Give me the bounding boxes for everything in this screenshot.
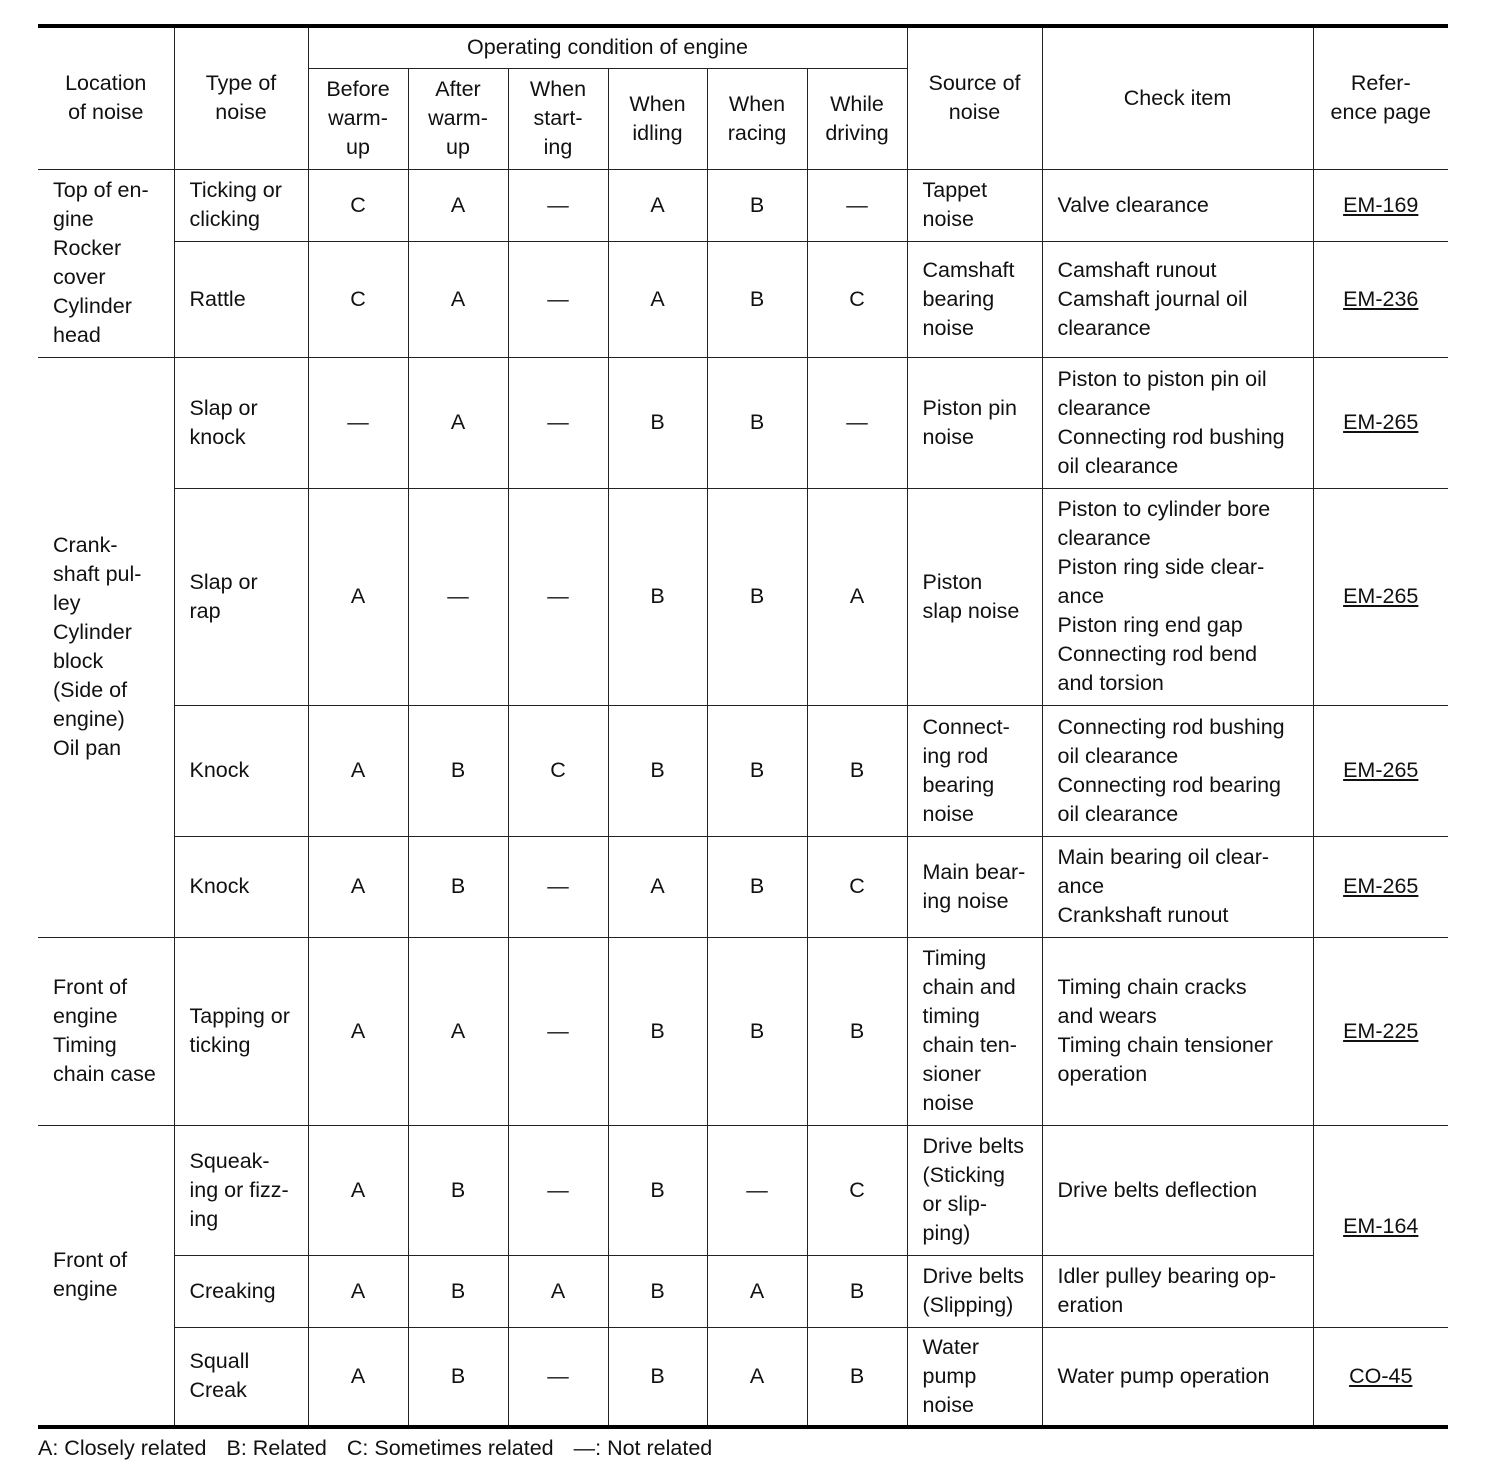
- condition-cell: A: [308, 1255, 408, 1327]
- condition-cell: A: [308, 836, 408, 937]
- condition-cell: B: [807, 937, 907, 1125]
- noise-type-cell: Ticking or clicking: [174, 169, 308, 241]
- condition-cell: A: [707, 1327, 807, 1427]
- header-while-driving: While driving: [807, 68, 907, 169]
- check-item-cell: Piston to cylinder bore clearance Piston ring side clear- ance Piston ring end gap Connecting rod bend and torsion: [1042, 488, 1313, 705]
- table-row: [38, 1125, 1448, 1255]
- check-item-cell: Camshaft runout Camshaft journal oil clearance: [1042, 241, 1313, 357]
- check-item-cell: Idler pulley bearing op- eration: [1042, 1255, 1313, 1327]
- condition-cell: C: [308, 169, 408, 241]
- location-cell: Crank- shaft pul- ley Cylinder block (Side of engine) Oil pan: [38, 357, 174, 937]
- condition-cell: B: [608, 1327, 707, 1427]
- source-cell: Drive belts (Slipping): [907, 1255, 1042, 1327]
- noise-type-cell: Slap or rap: [174, 488, 308, 705]
- condition-cell: B: [608, 1255, 707, 1327]
- legend-related: B: Related: [226, 1436, 327, 1460]
- table-row: [38, 705, 1448, 836]
- reference-link[interactable]: CO-45: [1349, 1363, 1413, 1388]
- condition-cell: B: [408, 1327, 508, 1427]
- condition-cell: B: [707, 836, 807, 937]
- condition-cell: B: [608, 357, 707, 488]
- condition-cell: B: [807, 1327, 907, 1427]
- table-row: [38, 1327, 1448, 1427]
- reference-link[interactable]: EM-236: [1343, 286, 1419, 311]
- condition-cell: A: [308, 1125, 408, 1255]
- noise-type-cell: Slap or knock: [174, 357, 308, 488]
- reference-link[interactable]: EM-265: [1343, 874, 1419, 898]
- legend-sometimes-related: C: Sometimes related: [346, 1436, 554, 1460]
- condition-cell: B: [608, 488, 707, 705]
- condition-cell: —: [707, 1125, 807, 1255]
- condition-cell: B: [807, 705, 907, 836]
- check-item-cell: Main bearing oil clear- ance Crankshaft runout: [1042, 836, 1313, 937]
- source-cell: Main bear- ing noise: [907, 836, 1042, 937]
- condition-cell: A: [707, 1255, 807, 1327]
- reference-cell: [1313, 357, 1448, 488]
- reference-link[interactable]: EM-265: [1343, 410, 1419, 434]
- condition-cell: A: [408, 357, 508, 488]
- condition-cell: —: [408, 488, 508, 705]
- condition-cell: —: [508, 357, 608, 488]
- condition-cell: A: [608, 241, 707, 357]
- source-cell: Timing chain and timing chain ten- sioner noise: [907, 937, 1042, 1125]
- reference-link[interactable]: EM-164: [1343, 1213, 1419, 1238]
- noise-diagnosis-table: [38, 24, 1448, 1429]
- condition-cell: B: [608, 705, 707, 836]
- source-cell: Camshaft bearing noise: [907, 241, 1042, 357]
- check-item-cell: Drive belts deflection: [1042, 1125, 1313, 1255]
- source-cell: Piston slap noise: [907, 488, 1042, 705]
- condition-cell: C: [807, 241, 907, 357]
- legend-closely-related: A: Closely related: [38, 1436, 207, 1460]
- noise-diagnosis-table-frame: [38, 24, 1448, 1429]
- condition-cell: B: [707, 169, 807, 241]
- header-reference-page: Refer- ence page: [1313, 26, 1448, 169]
- reference-link[interactable]: EM-265: [1343, 758, 1419, 782]
- condition-cell: A: [408, 241, 508, 357]
- check-item-cell: Valve clearance: [1042, 169, 1313, 241]
- header-when-starting: When start- ing: [508, 68, 608, 169]
- header-when-idling: When idling: [608, 68, 707, 169]
- condition-cell: —: [508, 1125, 608, 1255]
- condition-cell: —: [508, 937, 608, 1125]
- condition-cell: B: [707, 488, 807, 705]
- condition-cell: A: [408, 169, 508, 241]
- condition-cell: A: [308, 488, 408, 705]
- condition-cell: A: [308, 937, 408, 1125]
- noise-type-cell: Knock: [174, 705, 308, 836]
- check-item-cell: Piston to piston pin oil clearance Connecting rod bushing oil clearance: [1042, 357, 1313, 488]
- condition-cell: A: [308, 1327, 408, 1427]
- noise-type-cell: Tapping or ticking: [174, 937, 308, 1125]
- table-row: [38, 357, 1448, 488]
- source-cell: Drive belts (Sticking or slip- ping): [907, 1125, 1042, 1255]
- condition-cell: A: [508, 1255, 608, 1327]
- legend-not-related: —: Not related: [573, 1436, 713, 1460]
- check-item-cell: Connecting rod bushing oil clearance Connecting rod bearing oil clearance: [1042, 705, 1313, 836]
- noise-type-cell: Creaking: [174, 1255, 308, 1327]
- reference-cell: [1313, 1327, 1448, 1427]
- condition-cell: —: [807, 169, 907, 241]
- condition-cell: A: [308, 705, 408, 836]
- reference-link[interactable]: EM-225: [1343, 1018, 1419, 1043]
- table-row: [38, 169, 1448, 241]
- condition-cell: —: [508, 241, 608, 357]
- condition-cell: B: [408, 1125, 508, 1255]
- header-operating-condition: Operating condition of engine: [308, 26, 907, 68]
- source-cell: Tappet noise: [907, 169, 1042, 241]
- reference-link[interactable]: EM-169: [1343, 192, 1419, 217]
- condition-cell: A: [807, 488, 907, 705]
- condition-cell: —: [508, 836, 608, 937]
- header-check-item: Check item: [1042, 26, 1313, 169]
- condition-cell: B: [807, 1255, 907, 1327]
- check-item-cell: Water pump operation: [1042, 1327, 1313, 1427]
- check-item-cell: Timing chain cracks and wears Timing chain tensioner operation: [1042, 937, 1313, 1125]
- table-row: [38, 1255, 1448, 1327]
- header-after-warm-up: After warm- up: [408, 68, 508, 169]
- header-source: Source of noise: [907, 26, 1042, 169]
- reference-cell: [1313, 937, 1448, 1125]
- noise-type-cell: Knock: [174, 836, 308, 937]
- table-row: [38, 836, 1448, 937]
- condition-cell: B: [707, 241, 807, 357]
- condition-cell: —: [308, 357, 408, 488]
- noise-type-cell: Squeak- ing or fizz- ing: [174, 1125, 308, 1255]
- header-location: Location of noise: [38, 26, 174, 169]
- header-type: Type of noise: [174, 26, 308, 169]
- location-cell: Front of engine: [38, 1125, 174, 1427]
- condition-cell: B: [408, 1255, 508, 1327]
- condition-cell: B: [408, 705, 508, 836]
- reference-cell: [1313, 169, 1448, 241]
- reference-link[interactable]: EM-265: [1343, 584, 1419, 608]
- noise-type-cell: Squall Creak: [174, 1327, 308, 1427]
- source-cell: Water pump noise: [907, 1327, 1042, 1427]
- condition-cell: A: [608, 836, 707, 937]
- reference-cell: [1313, 836, 1448, 937]
- legend: [38, 1436, 732, 1461]
- condition-cell: B: [608, 1125, 707, 1255]
- condition-cell: B: [707, 705, 807, 836]
- noise-type-cell: Rattle: [174, 241, 308, 357]
- condition-cell: —: [508, 1327, 608, 1427]
- condition-cell: —: [807, 357, 907, 488]
- condition-cell: B: [707, 937, 807, 1125]
- condition-cell: —: [508, 488, 608, 705]
- condition-cell: C: [807, 1125, 907, 1255]
- location-cell: Front of engine Timing chain case: [38, 937, 174, 1125]
- condition-cell: C: [308, 241, 408, 357]
- condition-cell: A: [408, 937, 508, 1125]
- header-when-racing: When racing: [707, 68, 807, 169]
- table-row: [38, 937, 1448, 1125]
- condition-cell: B: [707, 357, 807, 488]
- reference-cell: [1313, 241, 1448, 357]
- condition-cell: B: [408, 836, 508, 937]
- reference-cell: [1313, 488, 1448, 705]
- source-cell: Connect- ing rod bearing noise: [907, 705, 1042, 836]
- condition-cell: C: [807, 836, 907, 937]
- condition-cell: C: [508, 705, 608, 836]
- condition-cell: —: [508, 169, 608, 241]
- source-cell: Piston pin noise: [907, 357, 1042, 488]
- location-cell: Top of en- gine Rocker cover Cylinder head: [38, 169, 174, 357]
- table-row: [38, 488, 1448, 705]
- reference-cell: [1313, 705, 1448, 836]
- condition-cell: A: [608, 169, 707, 241]
- condition-cell: B: [608, 937, 707, 1125]
- header-before-warm-up: Before warm- up: [308, 68, 408, 169]
- reference-cell: [1313, 1125, 1448, 1327]
- table-row: [38, 241, 1448, 357]
